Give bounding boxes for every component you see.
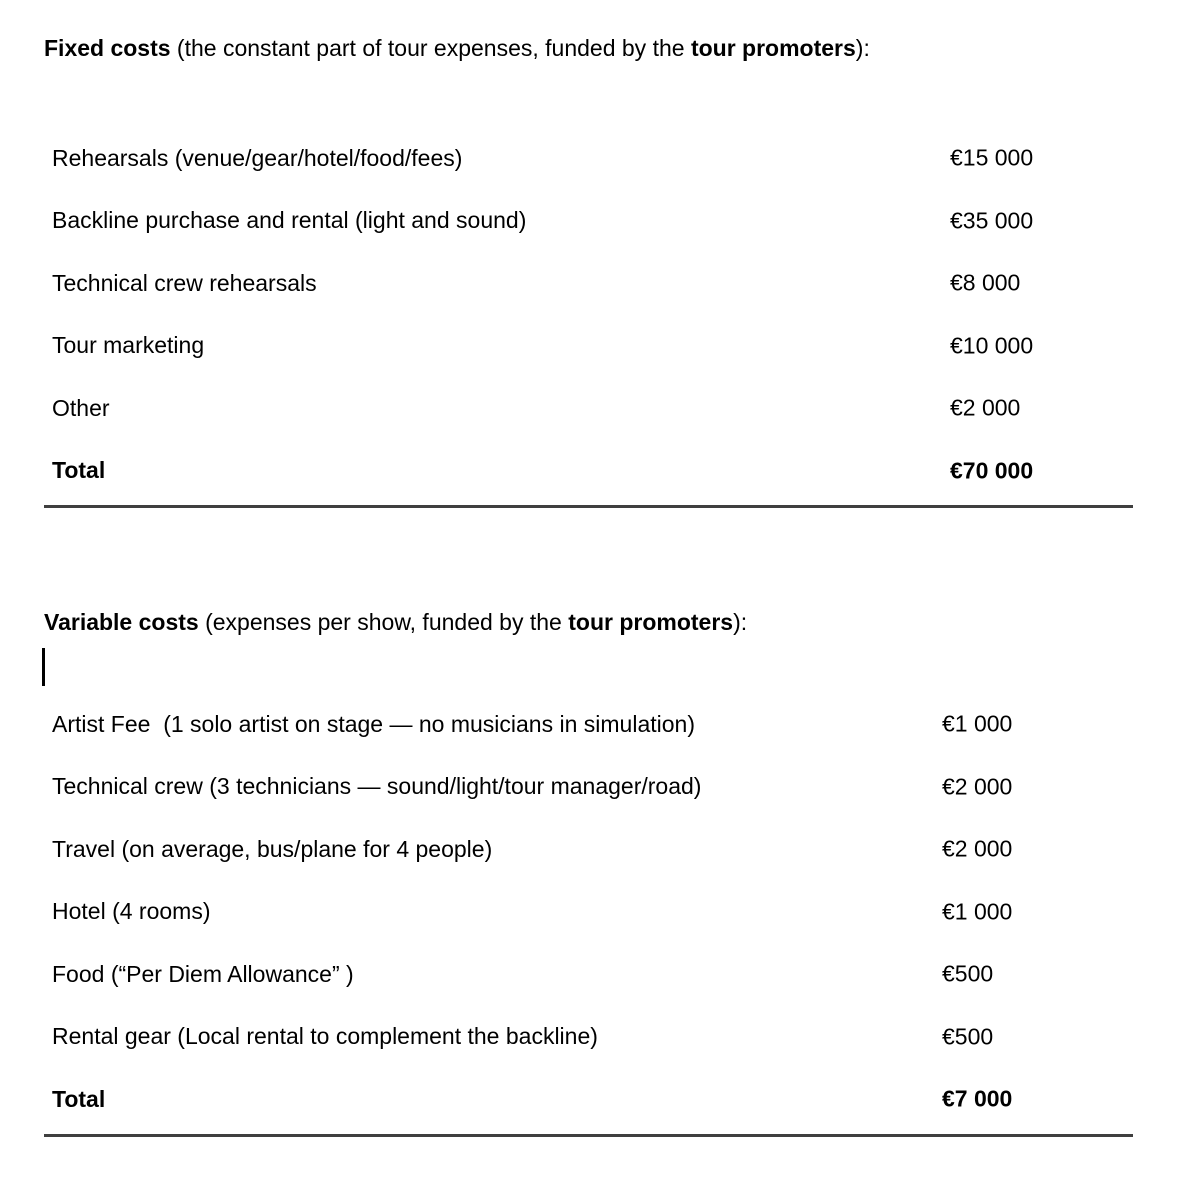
horizontal-rule [44, 1134, 1133, 1137]
cost-value: €10 000 [950, 332, 1034, 359]
cost-label: Artist Fee (1 solo artist on stage — no musicians in simulation) [52, 710, 695, 737]
cost-label: Backline purchase and rental (light and sound) [52, 207, 527, 234]
table-row [44, 881, 1133, 944]
total-label: Total [52, 1085, 106, 1112]
cost-label: Rental gear (Local rental to complement the backline) [52, 1023, 598, 1050]
cost-value: €2 000 [950, 394, 1021, 421]
cost-value: €2 000 [942, 773, 1013, 800]
variable-costs-heading-bold-lead: Variable costs [44, 609, 199, 635]
cost-value: €1 000 [942, 898, 1013, 925]
text-cursor [42, 648, 45, 686]
variable-costs-heading [44, 608, 1133, 636]
cost-label: Tour marketing [52, 332, 205, 359]
table-row [44, 252, 1133, 315]
table-row [44, 377, 1133, 440]
fixed-costs-heading-mid: (the constant part of tour expenses, funded by the [170, 35, 691, 61]
variable-costs-heading-bold-tail: tour promoters [568, 609, 734, 635]
table-row [44, 190, 1133, 253]
total-value: €70 000 [950, 457, 1034, 484]
cost-label: Hotel (4 rooms) [52, 898, 211, 925]
cost-label: Food (“Per Diem Allowance” ) [52, 960, 354, 987]
total-label: Total [52, 457, 106, 484]
fixed-costs-table [44, 127, 1133, 502]
table-row [44, 315, 1133, 378]
table-row [44, 756, 1133, 819]
fixed-costs-heading-end: ): [855, 35, 870, 61]
variable-costs-table [44, 693, 1133, 1131]
total-value: €7 000 [942, 1085, 1013, 1112]
table-row [44, 818, 1133, 881]
cost-value: €15 000 [950, 144, 1034, 171]
cost-label: Technical crew (3 technicians — sound/light/tour manager/road) [52, 773, 702, 800]
horizontal-rule [44, 505, 1133, 508]
table-row [44, 1006, 1133, 1069]
table-row [44, 127, 1133, 190]
cost-value: €8 000 [950, 269, 1021, 296]
cost-label: Other [52, 394, 110, 421]
fixed-costs-heading-bold-tail: tour promoters [690, 35, 856, 61]
cost-value: €500 [942, 1023, 994, 1050]
table-row-total [44, 440, 1133, 503]
table-row [44, 943, 1133, 1006]
cost-label: Rehearsals (venue/gear/hotel/food/fees) [52, 144, 463, 171]
cost-label: Technical crew rehearsals [52, 269, 317, 296]
cost-value: €2 000 [942, 835, 1013, 862]
cost-value: €35 000 [950, 207, 1034, 234]
fixed-costs-heading [44, 34, 1133, 62]
table-row [44, 693, 1133, 756]
cost-value: €1 000 [942, 710, 1013, 737]
variable-costs-heading-end: ): [733, 609, 748, 635]
table-row-total [44, 1068, 1133, 1131]
cost-value: €500 [942, 960, 994, 987]
variable-costs-heading-mid: (expenses per show, funded by the [198, 609, 569, 635]
fixed-costs-heading-bold-lead: Fixed costs [44, 35, 171, 61]
empty-paragraph[interactable] [44, 648, 1133, 686]
cost-label: Travel (on average, bus/plane for 4 people) [52, 835, 493, 862]
